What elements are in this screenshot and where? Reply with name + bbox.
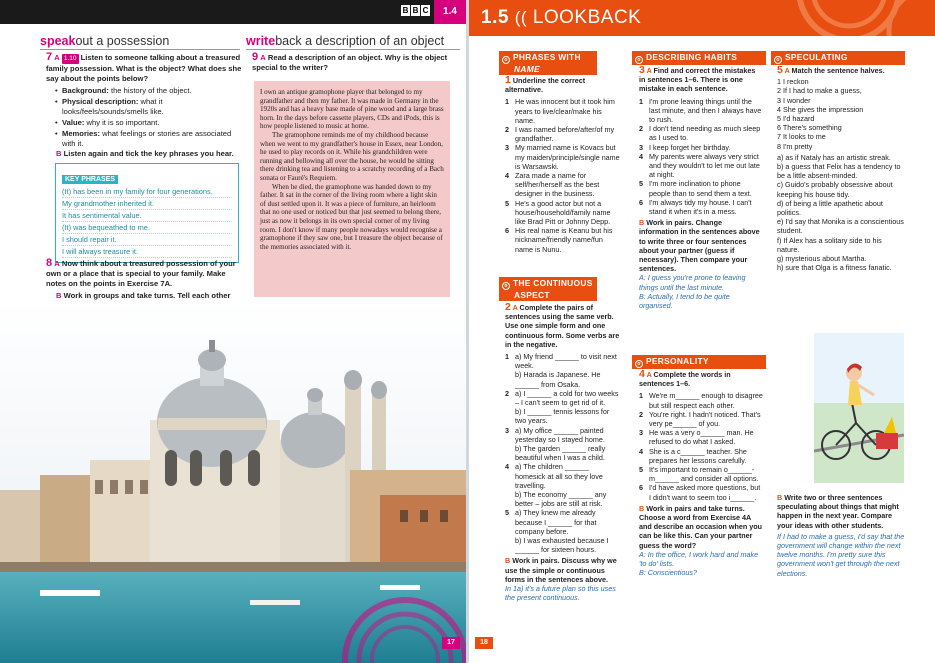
list-item: f) If Alex has a solitary side to his nature.	[777, 235, 882, 254]
list-item: 1 I reckon	[777, 77, 809, 87]
key-phrase: It has sentimental value.	[62, 210, 232, 222]
list-item: 4 My parents were always very strict and they wouldn't to let me out late at night.	[639, 151, 760, 180]
exercise-1: 1 Underline the correct alternative. 1 He was innocent but it took him years to live/clear/make his name. 2 I was named before/after/of my grandfather. 3 My married name is Kovacs but my maiden/principle/single name is Warsawski. 4 Zara made a name for self/her/herself as the best designer in the business. 5 He's a good actor but not a house/household/family name like Brad Pitt or Johnny Depp. 6 His real name is Keanu but his nickname/friendly name/fun name is Nunu.	[505, 74, 620, 254]
list-item: 4 a) The children ______ homesick at all so they love travelling. b) The economy ______ any better – jobs are still at risk.	[505, 462, 607, 509]
list-item: 6 There's something	[777, 123, 842, 133]
paragraph: The gramophone reminds me of my childhood because when we went to my grandfather's house in Essex, near London, he used to play records on it. While his grandchildren were running and bellowing all over the house, he would be sitting there drinking tea and listening to a scratchy recording of a Bach sonata or Fauré's Requiem.	[260, 130, 444, 182]
bbc-logo: B B C	[402, 6, 429, 15]
description-text	[254, 81, 450, 297]
list-item: 6 I'm always tidy my house. I can't stand it when it's in a mess.	[639, 197, 752, 217]
exercise-8a: 8 A Now think about a treasured possession of your own or a place that is special to your family. Make notes on the points in Exercise 7A.	[46, 257, 236, 288]
venice-photo	[0, 300, 466, 663]
exercise-8b: B Work in groups and take turns. Tell each other	[56, 291, 231, 300]
section-heading-speculating: o SPECULATING	[771, 51, 905, 65]
key-phrase: (It) was bequeathed to me.	[62, 222, 232, 234]
paragraph: I own an antique gramophone player that belonged to my grandfather and then my father. It was made in Germany in the 1920s and has a heavy base made of pine wood and a large brass horn. In the days before cassette players, CDs and iPods, this is how people listened to music at home.	[260, 88, 444, 131]
list-item: e) I'd say that Monika is a conscientious student.	[777, 217, 904, 236]
list-item: 3 a) My office ______ painted yesterday so I stayed home. b) The garden ______ really beautiful when I was a child.	[505, 425, 606, 463]
exercise-5b: B Write two or three sentences speculating about things that might happen in the next year. Compare your ideas with other students. If I had to make a guess, I'd say that the government will change within the next twelve months. I'm pretty sure this government won't get through the next elections.	[777, 493, 905, 578]
key-phrase: (It) has been in my family for four generations.	[62, 186, 232, 198]
writeback-heading: writeback a description of an object	[246, 34, 460, 50]
list-item: 5 a) They knew me already because I ______ for that company before. b) I was exhausted because I ______ for sixteen hours.	[505, 508, 609, 555]
exercise-7b: B Listen again and tick the key phrases you hear.	[56, 149, 234, 158]
exercise-9a: 9 A Read a description of an object. Why is the object special to the writer?	[252, 51, 448, 72]
exercise-7a: 7 A 1.10 Listen to someone talking about a treasured family possession. What is the object? What does she say about the points below? • Background: the history of the object. • Physical description: what it looks/feels/sounds/smells like. • Value: why it is so important. • Memories: what feelings or stories are associated with it.	[46, 52, 246, 150]
section-heading-personality: o PERSONALITY	[632, 355, 766, 369]
points-list	[56, 86, 246, 149]
section-heading-habits: o DESCRIBING HABITS	[632, 51, 766, 65]
key-phrase: My grandmother inherited it.	[62, 198, 232, 210]
page-number: 18	[475, 637, 493, 649]
list-item: 2 a) I ______ a cold for two weeks – I can't seem to get rid of it. b) I ______ tennis lessons for two years.	[505, 388, 619, 426]
paragraph: When he died, the gramophone was handed down to my father. It sat in the corner of the living room where a light skin of dust settled upon it. It was a piece of furniture, an heirloom that no one used or noticed but that just seemed to belong there, just as now it belongs in its own special corner of my living room. I don't know if many people nowadays would recognise a gramophone if they saw one, but I treasure the object because of the memories associated with it.	[260, 182, 443, 251]
list-item: 2 I don't tend needing as much sleep as I used to.	[639, 124, 761, 143]
list-item: 4 She gives the impression	[777, 104, 864, 114]
key-phrases-title: KEY PHRASES	[62, 175, 118, 184]
list-item: 1 a) My friend ______ to visit next week. b) Harada is Japanese. He ______ from Osaka.	[505, 352, 617, 389]
audio-track-badge: 1.10	[63, 55, 77, 62]
cyclist-illustration	[814, 333, 904, 483]
exercise-2: 2 A Complete the pairs of sentences using the same verb. Use one simple form and one continuous form. Some verbs are in the negative. 1 a) My friend ______ to visit next week. b) Harada is Japanese. He ______ from Osaka. 2 a) I ______ a cold for two weeks – I can't seem to get rid of it. b) I ______ tennis lessons for two years. 3 a) My office ______ painted yesterday so I stayed home. b) The garden ______ really beautiful when I was a child. 4 a) The children ______ homesick at all so they love travelling. b) The economy ______ any better – jobs are still at risk. 5 a) They knew me already because I ______ for that company before. b) I was exhausted because I ______ for sixteen hours. B Work in pairs. Discuss why we use the simple or continuous forms in the sentences above. In 1a) it's a future plan so this uses the present continuous.	[505, 301, 620, 603]
key-phrase: I will always treasure it.	[62, 246, 232, 258]
list-item: a) as if Nataly has an artistic streak.	[777, 152, 891, 162]
list-item: 3 I wonder	[777, 95, 811, 105]
list-item: 1 I'm prone leaving things until the last minute, and then I always have to rush.	[639, 96, 762, 125]
list-item: 5 I'd hazard	[777, 114, 815, 124]
example-answer: In 1a) it's a future plan so this uses the present continuous.	[505, 584, 616, 603]
section-heading-phrases: o PHRASES WITH NAME	[499, 51, 597, 75]
list-item: 2 You're right. I hadn't noticed. That's very pe______ of you.	[639, 409, 761, 429]
dialogue-line: B: Actually, I tend to be quite organised.	[639, 291, 730, 311]
list-item: 1 We're m______ enough to disagree but still respect each other.	[639, 391, 763, 410]
lookback-banner	[469, 0, 935, 36]
list-item: 6 I'd have asked more questions, but I didn't want to seem too i______.	[639, 483, 761, 502]
list-item: • Background: the history of the object.	[56, 86, 246, 96]
list-item: c) Guido's probably obsessive about keeping his house tidy.	[777, 180, 893, 199]
exercise-4: 4 A Complete the words in sentences 1–6. 1 We're m______ enough to disagree but still respect each other. 2 You're right. I hadn't noticed. That's very pe______ of you. 3 He was a very o______ man. He refused to do what I asked. 4 She is a c______ teacher. She prepares her lessons carefully. 5 It's important to remain o______-m______ and consider all options. 6 I'd have asked more questions, but I didn't want to seem too i______. B Work in pairs and take turns. Choose a word from Exercise 4A and describe an occasion when you can be like this. Can your partner guess the word? A: In the office, I work hard and make 'to do' lists. B: Conscientious?	[639, 368, 763, 578]
left-page	[0, 0, 466, 663]
page-title: 1.5 (( LOOKBACK	[481, 7, 642, 28]
dialogue-line: A: In the office, I work hard and make 'to do' lists.	[639, 549, 759, 569]
list-item: 2 I was named before/after/of my grandfather.	[505, 125, 615, 144]
list-item: 3 I keep forget her birthday.	[639, 142, 731, 152]
speakout-heading: speakout a possession	[40, 34, 240, 50]
exercise-3: 3 A Find and correct the mistakes in sentences 1–6. There is one mistake in each sentence. 1 I'm prone leaving things until the last minute, and then I always have to rush. 2 I don't tend needing as much sleep as I used to. 3 I keep forget her birthday. 4 My parents were always very strict and they wouldn't to let me out late at night. 5 I'm more inclination to phone people than to send them a text. 6 I'm always tidy my house. I can't stand it when it's in a mess. B Work in pairs. Change information in the sentences above to write three or four sentences about your partner (guess if necessary). Then compare your sentences. A: I guess you're prone to leaving things until the last minute. B: Actually, I tend to be quite organised.	[639, 64, 762, 311]
list-item: g) mysterious about Martha.	[777, 254, 867, 264]
list-item: 5 I'm more inclination to phone people than to send them a text.	[639, 179, 752, 198]
unit-badge: 1.4	[434, 0, 466, 24]
list-item: 6 His real name is Keanu but his nickname/friendly name/fun name is Nunu.	[505, 226, 613, 254]
list-item: 2 If I had to make a guess,	[777, 86, 862, 96]
section-heading-continuous: o THE CONTINUOUS ASPECT	[499, 277, 597, 301]
list-item: 4 She is a c______ teacher. She prepares her lessons carefully.	[639, 446, 747, 465]
list-item: 8 I'm pretty	[777, 141, 813, 151]
example-answer: If I had to make a guess, I'd say that the government will change within the next twelve months. I'm pretty sure this government won't get through the next elections.	[777, 531, 905, 578]
list-item: • Value: why it is so important.	[56, 118, 246, 128]
dialogue-line: A: I guess you're prone to leaving things until the last minute.	[639, 273, 746, 292]
right-page	[469, 0, 935, 663]
list-item: • Memories: what feelings or stories are associated with it.	[56, 129, 246, 149]
page-number: 17	[442, 637, 460, 649]
list-item: 4 Zara made a name for self/her/herself as the best designer in the business.	[505, 171, 600, 199]
key-phrase: I should repair it.	[62, 234, 232, 246]
list-item: 5 It's important to remain o______-m______ and consider all options.	[639, 465, 759, 484]
list-item: 5 He's a good actor but not a house/household/family name like Brad Pitt or Johnny Depp.	[505, 198, 611, 227]
list-item: 7 It looks to me	[777, 132, 826, 142]
top-bar	[0, 0, 466, 24]
dialogue-line: B: Conscientious?	[639, 568, 697, 578]
list-item: 1 He was innocent but it took him years to live/clear/make his name.	[505, 97, 615, 125]
list-item: h) sure that Olga is a fitness fanatic.	[777, 263, 892, 273]
list-item: b) a guess that Felix has a tendency to be a little absent-minded.	[777, 162, 901, 181]
list-item: • Physical description: what it looks/feels/sounds/smells like.	[56, 97, 246, 117]
list-item: 3 He was a very o______ man. He refused to do what I asked.	[639, 428, 754, 447]
list-item: 3 My married name is Kovacs but my maiden/principle/single name is Warsawski.	[505, 143, 620, 171]
exercise-5: 5 A Match the sentence halves. 1 I reckon 2 If I had to make a guess, 3 I wonder 4 She gives the impression 5 I'd hazard 6 There's something 7 It looks to me 8 I'm pretty a) as if Nataly has an artistic streak. b) a guess that Felix has a tendency to be a little absent-minded. c) Guido's probably obsessive about keeping his house tidy. d) of being a little apathetic about politics. e) I'd say that Monika is a conscientious student. f) If Alex has a solitary side to his nature. g) mysterious about Martha. h) sure that Olga is a fitness fanatic.	[777, 64, 904, 273]
list-item: d) of being a little apathetic about politics.	[777, 198, 883, 218]
key-phrases-box	[55, 163, 239, 263]
